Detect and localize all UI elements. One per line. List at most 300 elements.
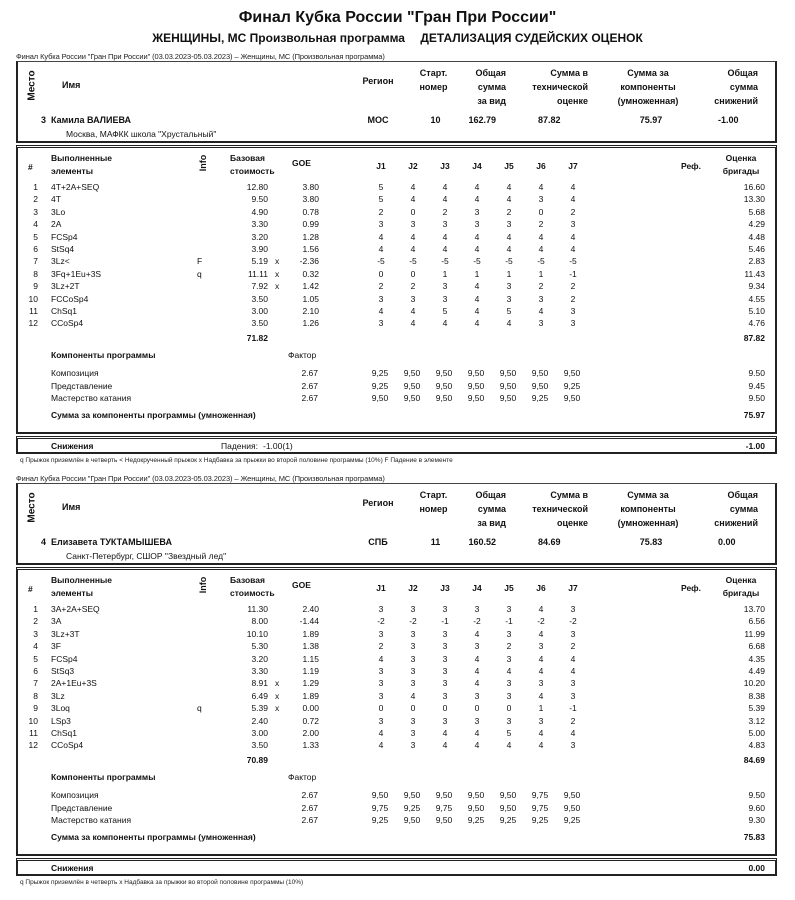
judge-5-score: 3	[506, 219, 512, 230]
judge-2-score: 0	[410, 268, 416, 279]
element-base-value: 12.80	[246, 182, 268, 192]
judge-7-score: 4	[570, 653, 576, 664]
component-factor: 2.67	[301, 368, 318, 378]
element-goe: 0.78	[302, 206, 319, 217]
judge-7-score: 4	[570, 194, 576, 205]
element-base-value: 11.30	[247, 604, 268, 614]
deductions-box	[16, 858, 777, 876]
judge-header-4: J4	[472, 583, 482, 593]
component-judge-1-score: 9,50	[371, 393, 389, 403]
judge-7-score: -1	[569, 703, 577, 714]
element-number: 12	[28, 740, 38, 751]
element-name: FCCoSp4	[51, 293, 89, 304]
judge-5-score: 3	[506, 715, 512, 726]
judge-2-score: 3	[410, 641, 416, 652]
component-row	[18, 368, 775, 380]
element-name: 4T+2A+SEQ	[51, 182, 100, 192]
judge-4-score: 4	[474, 182, 480, 192]
element-name: 3A+2A+SEQ	[51, 604, 100, 614]
element-base-value: 6.49	[251, 690, 268, 701]
element-number: 5	[33, 653, 38, 664]
element-panel-score: 16.60	[743, 182, 765, 192]
judge-7-score: 4	[570, 244, 576, 254]
element-goe: 0.99	[302, 219, 319, 230]
ded-header-2: сумма	[729, 82, 758, 92]
deductions-label: Снижения	[51, 863, 94, 873]
judge-7-score: 3	[570, 690, 576, 701]
component-judge-3-score: 9,75	[435, 802, 453, 813]
element-info: F	[197, 256, 203, 267]
element-base-value: 3.20	[251, 231, 268, 242]
info-header: Info	[198, 154, 208, 172]
element-name: 3Lz	[51, 690, 65, 701]
element-bonus-mark: x	[275, 703, 280, 714]
judge-7-score: 2	[570, 293, 576, 304]
judge-header-1: J1	[376, 583, 386, 593]
judge-5-score: 3	[506, 604, 512, 614]
element-number: 8	[33, 268, 38, 279]
judge-2-score: 4	[410, 244, 416, 254]
pcs-header-2: компоненты	[620, 82, 676, 92]
component-judge-3-score: 9,50	[435, 790, 453, 800]
judge-header-7: J7	[568, 161, 578, 171]
pcs-header-3: (умноженная)	[617, 96, 679, 106]
judge-4-score: 4	[474, 628, 480, 639]
judge-2-score: 0	[410, 206, 416, 217]
deductions-row-total: 0.00	[748, 863, 765, 873]
component-judge-6-score: 9,75	[531, 802, 549, 813]
component-judge-1-score: 9,75	[371, 802, 389, 813]
component-judge-4-score: 9,50	[467, 790, 485, 800]
event-caption: Финал Кубка России "Гран При России" (03.03.2023-05.03.2023) – Женщины, МС (Произвольная программа)	[16, 474, 385, 483]
goe-header: GOE	[292, 580, 311, 590]
element-name: 3Lz+3T	[51, 628, 80, 639]
judge-3-score: 4	[442, 194, 448, 205]
judge-6-score: 3	[538, 715, 544, 726]
judge-4-score: 3	[474, 641, 480, 652]
component-judge-6-score: 9,25	[531, 393, 549, 403]
element-row	[18, 604, 775, 616]
judge-5-score: 5	[506, 306, 512, 316]
element-panel-score: 11.99	[744, 628, 765, 639]
skater-pcs: 75.83	[639, 537, 663, 547]
element-number: 1	[33, 604, 38, 614]
judge-3-score: 3	[442, 653, 448, 664]
component-judge-6-score: 9,25	[531, 815, 549, 825]
panel-score-header-2: бригады	[722, 588, 760, 598]
element-name: FCSp4	[51, 653, 78, 664]
judge-1-score: 4	[378, 244, 384, 254]
element-base-value: 8.00	[251, 616, 268, 627]
element-name: 3Lz+2T	[51, 281, 80, 292]
component-panel-score: 9.50	[748, 368, 765, 378]
elements-total: 84.69	[743, 755, 765, 765]
component-judge-1-score: 9,50	[371, 790, 389, 800]
element-base-value: 3.00	[251, 728, 268, 738]
component-judge-7-score: 9,50	[563, 393, 581, 403]
component-name: Мастерство катания	[51, 815, 132, 825]
component-judge-5-score: 9,25	[499, 815, 517, 825]
component-judge-3-score: 9,50	[435, 815, 453, 825]
component-judge-4-score: 9,50	[467, 380, 485, 391]
ref-header: Реф.	[681, 583, 701, 593]
ded-header-3: снижений	[714, 96, 758, 106]
component-judge-4-score: 9,50	[467, 393, 485, 403]
judge-3-score: 3	[442, 293, 448, 304]
judge-5-score: -5	[505, 256, 513, 267]
judge-header-6: J6	[536, 161, 546, 171]
component-judge-6-score: 9,75	[531, 790, 549, 800]
element-number: 2	[33, 194, 38, 205]
element-panel-score: 5.39	[748, 703, 765, 714]
page-subtitle	[0, 31, 795, 45]
element-base-value: 3.30	[251, 666, 268, 676]
judge-7-score: -5	[569, 256, 577, 267]
judge-header-6: J6	[536, 583, 546, 593]
judge-1-score: 3	[378, 666, 384, 676]
component-judge-1-score: 9,25	[371, 815, 389, 825]
element-number: 7	[33, 678, 38, 689]
elements-header-1: Выполненные	[51, 153, 113, 163]
element-goe: 0.32	[302, 268, 319, 279]
judge-2-score: 4	[410, 231, 416, 242]
element-goe: 1.56	[302, 244, 319, 254]
total-header-2: сумма	[477, 504, 506, 514]
element-name: CCoSp4	[51, 740, 84, 751]
element-number: 6	[33, 666, 38, 676]
element-row	[18, 306, 775, 318]
element-info: q	[197, 703, 202, 714]
judge-4-score: 4	[474, 293, 480, 304]
judge-2-score: 3	[410, 666, 416, 676]
ded-header-1: Общая	[727, 68, 758, 78]
element-row	[18, 194, 775, 206]
component-judge-2-score: 9,50	[403, 393, 421, 403]
ref-header: Реф.	[681, 161, 701, 171]
element-panel-score: 4.29	[748, 219, 765, 230]
judge-2-score: 4	[410, 182, 416, 192]
element-number: 7	[33, 256, 38, 267]
element-panel-score: 4.48	[748, 231, 765, 242]
element-bonus-mark: x	[275, 678, 280, 689]
tes-header-3: оценке	[557, 518, 588, 528]
element-row	[18, 666, 775, 678]
judge-1-score: 2	[378, 641, 384, 652]
judge-4-score: 4	[474, 231, 480, 242]
element-name: 3A	[51, 616, 62, 627]
element-row	[18, 616, 775, 628]
skater-region: СПБ	[368, 537, 388, 547]
judge-6-score: 3	[538, 318, 544, 329]
skater-summary-box	[16, 61, 777, 143]
judge-3-score: 5	[442, 306, 448, 316]
judge-header-5: J5	[504, 583, 514, 593]
components-header: Компоненты программы	[51, 350, 156, 360]
element-name: 3Fq+1Eu+3S	[51, 268, 102, 279]
element-row	[18, 703, 775, 715]
element-base-value: 2.40	[251, 715, 268, 726]
skater-summary-box	[16, 483, 777, 565]
element-name: ChSq1	[51, 306, 77, 316]
goe-header: GOE	[292, 158, 311, 168]
skater-club: Санкт-Петербург, СШОР "Звездный лед"	[66, 551, 227, 561]
element-name: 2A+1Eu+3S	[51, 678, 97, 689]
ded-header-2: сумма	[729, 504, 758, 514]
tes-header-2: технической	[532, 504, 588, 514]
element-number: 3	[33, 206, 38, 217]
element-number: 11	[29, 728, 38, 738]
judge-6-score: 3	[538, 293, 544, 304]
judge-4-score: 0	[474, 703, 480, 714]
judge-6-score: 1	[538, 268, 544, 279]
element-base-value: 10.10	[246, 628, 268, 639]
component-judge-2-score: 9,50	[403, 815, 421, 825]
element-goe: 1.89	[302, 690, 319, 701]
element-name: 4T	[51, 194, 61, 205]
judge-5-score: 3	[506, 690, 512, 701]
skater-place: 3	[40, 115, 46, 125]
judge-6-score: 4	[538, 653, 544, 664]
element-number: 4	[33, 219, 38, 230]
judge-5-score: 4	[506, 182, 512, 192]
judge-5-score: 3	[506, 653, 512, 664]
element-goe: 1.05	[302, 293, 319, 304]
judge-2-score: 3	[410, 653, 416, 664]
judge-7-score: 4	[570, 182, 576, 192]
judge-6-score: 3	[538, 194, 544, 205]
element-row	[18, 182, 775, 194]
base-value-header-2: стоимость	[230, 166, 275, 176]
component-judge-3-score: 9,50	[435, 393, 453, 403]
judge-7-score: 3	[570, 306, 576, 316]
ded-header-1: Общая	[727, 490, 758, 500]
judge-4-score: 4	[474, 244, 480, 254]
components-total: 75.83	[743, 832, 765, 842]
judge-3-score: -5	[441, 256, 449, 267]
element-panel-score: 10.20	[743, 678, 765, 689]
judge-6-score: 4	[538, 604, 544, 614]
element-bonus-mark: x	[275, 256, 280, 267]
base-value-header-2: стоимость	[230, 588, 275, 598]
element-base-value: 3.30	[251, 219, 268, 230]
name-header: Имя	[62, 502, 81, 512]
judge-7-score: -2	[569, 616, 577, 627]
judge-6-score: 4	[538, 231, 544, 242]
component-factor: 2.67	[301, 393, 318, 403]
judge-3-score: 2	[442, 206, 448, 217]
judge-6-score: 4	[538, 690, 544, 701]
element-row	[18, 716, 775, 728]
judge-7-score: 2	[570, 641, 576, 652]
info-header: Info	[198, 576, 208, 594]
judge-header-3: J3	[440, 583, 450, 593]
component-row	[18, 393, 775, 405]
component-judge-2-score: 9,50	[403, 380, 421, 391]
element-panel-score: 13.30	[743, 194, 765, 205]
component-name: Мастерство катания	[51, 393, 132, 403]
base-value-header-1: Базовая	[230, 575, 265, 585]
element-row	[18, 244, 775, 256]
skater-tes: 87.82	[538, 115, 561, 125]
judge-header-7: J7	[568, 583, 578, 593]
element-row	[18, 691, 775, 703]
judge-header-1: J1	[376, 161, 386, 171]
judge-4-score: 4	[474, 318, 480, 329]
judge-7-score: 3	[570, 219, 576, 230]
element-bonus-mark: x	[275, 281, 280, 292]
factor-header: Фактор	[288, 350, 317, 360]
deductions-label: Снижения	[51, 441, 94, 451]
element-base-value: 3.20	[251, 653, 268, 664]
element-row	[18, 256, 775, 268]
element-panel-score: 4.35	[748, 653, 765, 664]
total-header-1: Общая	[475, 68, 506, 78]
component-panel-score: 9.45	[748, 380, 765, 391]
judge-2-score: 3	[410, 740, 416, 751]
judge-6-score: 2	[538, 219, 544, 230]
element-row	[18, 654, 775, 666]
name-header: Имя	[62, 80, 81, 90]
region-header: Регион	[362, 498, 394, 508]
element-number: 4	[33, 641, 38, 652]
judge-5-score: 4	[506, 231, 512, 242]
judge-4-score: 4	[474, 194, 480, 205]
judge-1-score: 5	[378, 182, 384, 192]
element-goe: 1.89	[302, 628, 319, 639]
element-base-value: 3.90	[251, 244, 268, 254]
total-header-1: Общая	[475, 490, 506, 500]
element-row	[18, 740, 775, 752]
element-base-value: 8.91	[251, 678, 268, 689]
element-goe: 1.19	[302, 666, 319, 676]
skater-start-number: 11	[430, 537, 441, 547]
element-panel-score: 8.38	[748, 690, 765, 701]
judge-6-score: 3	[538, 678, 544, 689]
judge-1-score: 4	[378, 728, 384, 738]
component-factor: 2.67	[301, 790, 318, 800]
legend: q Прыжок приземлён в четверть < Недокрученный прыжок x Надбавка за прыжки во второй половине программы (10%) F Падение в элементе	[20, 457, 453, 464]
judge-4-score: 4	[474, 666, 480, 676]
judge-1-score: -5	[377, 256, 385, 267]
judge-5-score: 4	[506, 666, 512, 676]
judge-3-score: 3	[442, 678, 448, 689]
start-header-2: номер	[419, 82, 448, 92]
element-name: StSq4	[51, 244, 75, 254]
element-panel-score: 5.68	[748, 206, 765, 217]
component-name: Представление	[51, 802, 113, 813]
judge-5-score: 5	[506, 728, 512, 738]
component-judge-5-score: 9,50	[499, 802, 517, 813]
judge-3-score: 4	[442, 740, 448, 751]
element-goe: 1.15	[302, 653, 319, 664]
skater-place: 4	[40, 537, 46, 547]
element-name: FCSp4	[51, 231, 78, 242]
element-base-value: 3.50	[251, 293, 268, 304]
element-number: 9	[33, 703, 38, 714]
judge-header-2: J2	[408, 583, 418, 593]
component-judge-7-score: 9,25	[563, 815, 581, 825]
judge-3-score: 3	[442, 281, 448, 292]
element-panel-score: 5.00	[748, 728, 765, 738]
judge-3-score: 4	[442, 244, 448, 254]
judge-5-score: 4	[506, 740, 512, 751]
judge-1-score: 4	[378, 740, 384, 751]
elements-header-2: элементы	[51, 588, 93, 598]
region-header: Регион	[362, 76, 394, 86]
tes-header-1: Сумма в	[550, 68, 588, 78]
skater-name: Елизавета ТУКТАМЫШЕВА	[51, 537, 172, 547]
skater-total-score: 160.52	[468, 537, 496, 547]
judge-3-score: 3	[442, 690, 448, 701]
judge-4-score: 3	[474, 206, 480, 217]
judge-3-score: 3	[442, 219, 448, 230]
judge-4-score: 4	[474, 306, 480, 316]
components-sum-label: Сумма за компоненты программы (умноженная)	[51, 832, 256, 842]
element-goe: 1.42	[302, 281, 319, 292]
component-row	[18, 803, 775, 815]
base-value-header-1: Базовая	[230, 153, 265, 163]
element-number: 6	[33, 244, 38, 254]
element-row	[18, 629, 775, 641]
event-caption: Финал Кубка России "Гран При России" (03.03.2023-05.03.2023) – Женщины, МС (Произвольная программа)	[16, 52, 385, 61]
pcs-header-2: компоненты	[620, 504, 676, 514]
tes-header-3: оценке	[557, 96, 588, 106]
start-header-1: Старт.	[419, 490, 448, 500]
judge-3-score: 4	[442, 231, 448, 242]
judge-5-score: 3	[506, 281, 512, 292]
component-panel-score: 9.30	[748, 815, 765, 825]
pcs-header-1: Сумма за	[627, 490, 669, 500]
judge-2-score: 4	[410, 194, 416, 205]
component-factor: 2.67	[301, 380, 318, 391]
component-judge-1-score: 9,25	[371, 368, 389, 378]
factor-header: Фактор	[288, 772, 317, 782]
element-row	[18, 294, 775, 306]
component-panel-score: 9.60	[748, 802, 765, 813]
element-number: 2	[33, 616, 38, 627]
panel-score-header-1: Оценка	[725, 575, 757, 585]
judge-3-score: 3	[442, 604, 448, 614]
element-goe: 2.10	[302, 306, 319, 316]
element-goe: 3.80	[302, 194, 319, 205]
start-header-2: номер	[419, 504, 448, 514]
element-number: 3	[33, 628, 38, 639]
tes-header-2: технической	[532, 82, 588, 92]
judge-5-score: -1	[505, 616, 513, 627]
element-panel-score: 4.76	[748, 318, 765, 329]
element-number-header: #	[28, 162, 33, 172]
component-judge-1-score: 9,25	[371, 380, 389, 391]
judge-6-score: 4	[538, 666, 544, 676]
judge-2-score: 3	[410, 604, 416, 614]
judge-7-score: 4	[570, 666, 576, 676]
judge-2-score: -5	[409, 256, 417, 267]
judge-4-score: 3	[474, 690, 480, 701]
element-base-value: 7.92	[251, 281, 268, 292]
judge-header-2: J2	[408, 161, 418, 171]
component-judge-7-score: 9,50	[563, 802, 581, 813]
element-panel-score: 3.12	[748, 715, 765, 726]
judge-2-score: 3	[410, 728, 416, 738]
judge-5-score: 3	[506, 293, 512, 304]
start-header-1: Старт.	[419, 68, 448, 78]
element-base-value: 5.30	[251, 641, 268, 652]
judge-6-score: 0	[538, 206, 544, 217]
judge-3-score: 3	[442, 715, 448, 726]
judge-7-score: 2	[570, 715, 576, 726]
judge-4-score: 3	[474, 219, 480, 230]
judge-6-score: 2	[538, 281, 544, 292]
